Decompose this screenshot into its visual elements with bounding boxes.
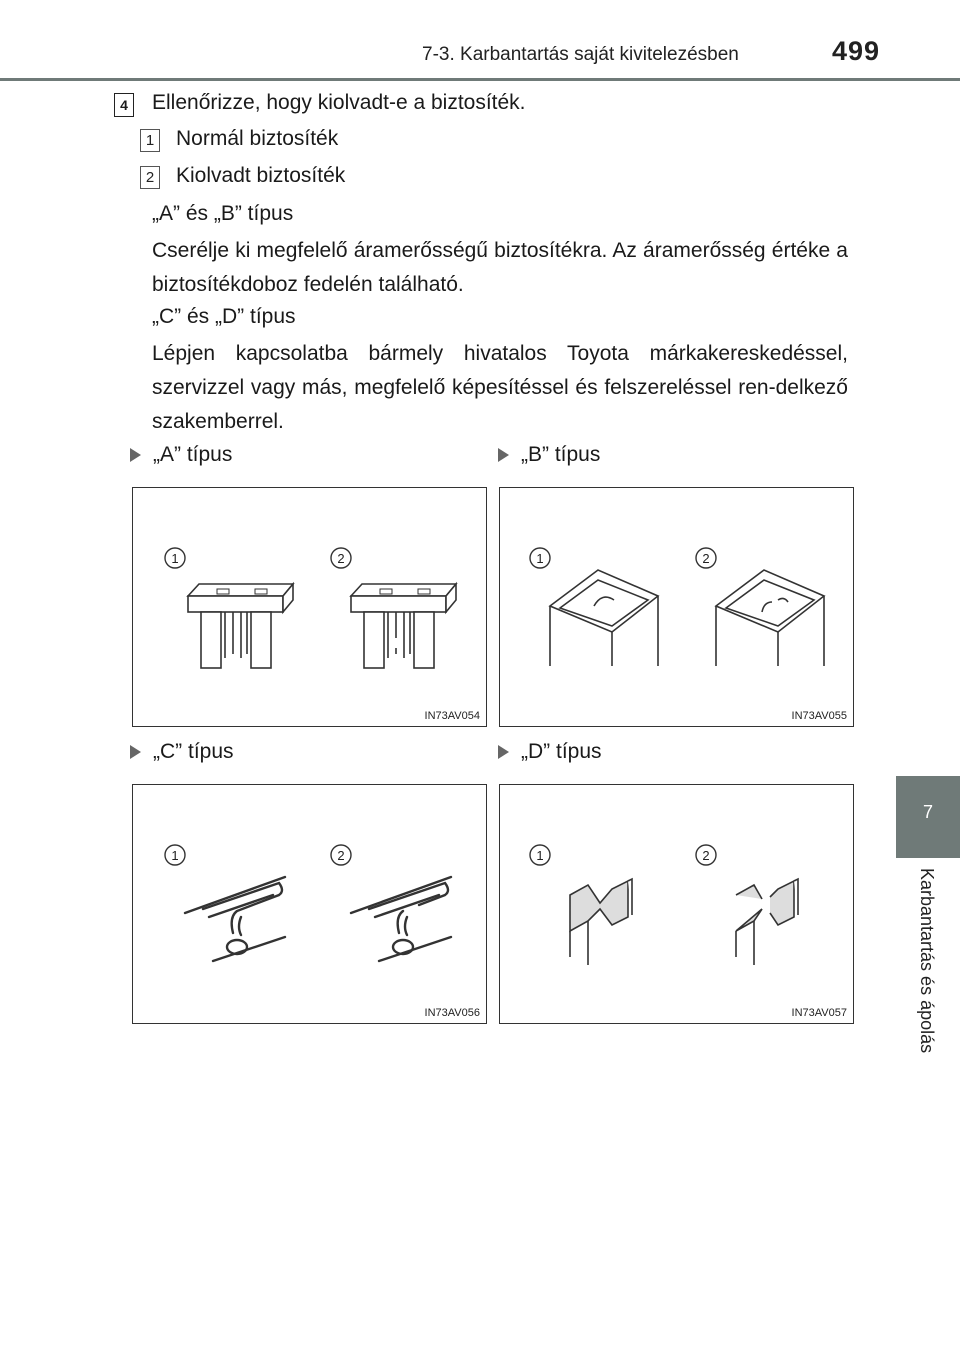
type-cd-text: Lépjen kapcsolatba bármely hivatalos Toyota márkakereskedéssel, szervizzel vagy más, megfelelő képesítéssel és felszereléssel ren-delkező szakemberrel. [152, 342, 848, 433]
chapter-title: Karbantartás és ápolás [917, 868, 937, 1054]
triangle-bullet-icon [130, 745, 141, 759]
type-ab-heading: „A” és „B” típus [152, 202, 294, 225]
bolt-fuse-icon [500, 785, 853, 1023]
figure-code: IN73AV056 [424, 1007, 480, 1019]
figure-code: IN73AV057 [791, 1007, 847, 1019]
type-cd-heading: „C” és „D” típus [152, 305, 296, 328]
caption-type-c: „C” típus [130, 740, 234, 764]
svg-text:1: 1 [171, 848, 179, 863]
header-rule [0, 78, 960, 81]
chapter-number: 7 [922, 802, 933, 822]
item-number-2: 2 [140, 166, 160, 189]
item-label-blown-fuse: Kiolvadt biztosíték [176, 164, 346, 187]
svg-text:1: 1 [536, 848, 544, 863]
cartridge-fuse-icon [500, 488, 853, 726]
blade-fuse-icon [133, 488, 486, 726]
svg-text:2: 2 [337, 551, 345, 566]
caption-type-a: „A” típus [130, 443, 232, 467]
type-ab-text: Cserélje ki megfelelő áramerősségű biztosítékra. Az áramerősség értéke a biztosítékdoboz fedelén található. [152, 239, 848, 296]
svg-text:1: 1 [171, 551, 179, 566]
caption-type-d: „D” típus [498, 740, 602, 764]
fusible-link-icon [133, 785, 486, 1023]
svg-text:2: 2 [337, 848, 345, 863]
svg-text:1: 1 [536, 551, 544, 566]
figure-type-c [132, 784, 487, 1024]
step-text: Ellenőrizze, hogy kiolvadt-e a biztosíték. [152, 91, 526, 114]
triangle-bullet-icon [498, 448, 509, 462]
figure-code: IN73AV055 [791, 710, 847, 722]
item-number-1: 1 [140, 129, 160, 152]
page-number: 499 [832, 36, 881, 66]
figure-code: IN73AV054 [424, 710, 480, 722]
step-number-box: 4 [114, 93, 134, 117]
svg-text:2: 2 [702, 848, 710, 863]
figure-type-d [499, 784, 854, 1024]
figure-type-b [499, 487, 854, 727]
section-title: 7-3. Karbantartás saját kivitelezésben [422, 44, 739, 65]
triangle-bullet-icon [498, 745, 509, 759]
chapter-title-wrap [896, 868, 960, 1084]
figure-type-a [132, 487, 487, 727]
chapter-tab [896, 776, 960, 858]
item-label-normal-fuse: Normál biztosíték [176, 127, 339, 150]
caption-type-b: „B” típus [498, 443, 600, 467]
svg-text:2: 2 [702, 551, 710, 566]
triangle-bullet-icon [130, 448, 141, 462]
